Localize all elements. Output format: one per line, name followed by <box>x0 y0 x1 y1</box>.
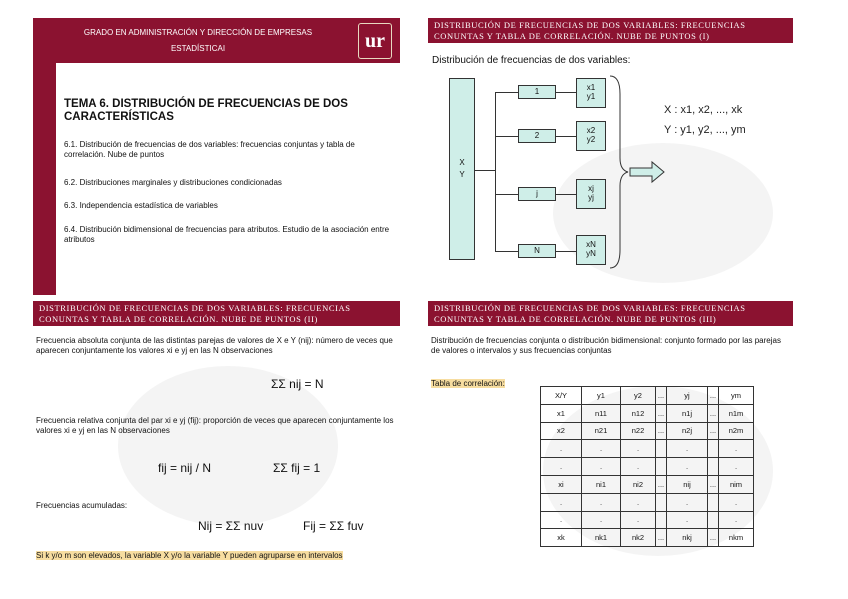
table-cell: . <box>582 458 621 476</box>
x-value: xN <box>586 240 596 249</box>
slide-title <box>33 18 400 295</box>
table-row <box>541 440 754 458</box>
topic-item: 6.1. Distribución de frecuencias de dos variables: frecuencias conjuntas y tabla de correlación. Nube de puntos <box>64 140 355 159</box>
table-cell <box>708 511 719 529</box>
table-cell <box>708 440 719 458</box>
title-band <box>33 18 400 63</box>
slide-subtitle: Distribución de frecuencias de dos variables: <box>432 55 631 66</box>
y-value: y2 <box>586 135 596 144</box>
table-cell: . <box>541 440 582 458</box>
xy-box: X Y <box>449 78 475 260</box>
table-cell: n12 <box>621 404 656 422</box>
connector-line <box>475 170 495 171</box>
relative-frequency-formula: fij = nij / N <box>158 461 212 475</box>
table-cell: ni1 <box>582 475 621 493</box>
logo-text: ur <box>365 30 385 52</box>
connector-line <box>495 92 518 93</box>
sum-absolute-formula: ΣΣ nij = N <box>271 377 324 391</box>
table-cell: ... <box>708 422 719 440</box>
value-box <box>576 235 606 265</box>
table-cell: . <box>719 493 754 511</box>
y-value: yj <box>588 193 594 202</box>
table-cell: nk2 <box>621 529 656 547</box>
table-cell <box>656 493 667 511</box>
table-cell: n2j <box>667 422 708 440</box>
table-cell <box>708 493 719 511</box>
connector-line <box>556 136 576 137</box>
table-cell: . <box>667 493 708 511</box>
table-cell: n2m <box>719 422 754 440</box>
relative-frequency-text: Frecuencia relativa conjunta del par xi e yj (fij): proporción de veces que aparecen conjuntamente los valores xi e yj en las N observaciones <box>36 416 394 435</box>
table-cell <box>656 440 667 458</box>
table-header-row <box>541 387 754 405</box>
table-cell: . <box>621 458 656 476</box>
topic-item: 6.3. Independencia estadística de variables <box>64 201 218 210</box>
table-cell <box>708 458 719 476</box>
table-cell: . <box>621 493 656 511</box>
index-box: j <box>518 187 556 201</box>
table-cell: . <box>667 440 708 458</box>
y-sequence: Y : y1, y2, ..., ym <box>664 124 746 136</box>
table-cell: n11 <box>582 404 621 422</box>
connector-line <box>495 136 518 137</box>
x-value: x1 <box>586 83 596 92</box>
side-band <box>33 63 56 295</box>
table-cell: ... <box>656 387 667 405</box>
table-cell: . <box>541 458 582 476</box>
value-box <box>576 179 606 209</box>
table-cell: . <box>621 511 656 529</box>
topic-item: 6.4. Distribución bidimensional de frecuencias para atributos. Estudio de la asociación entre atributos <box>64 225 390 244</box>
table-cell: nim <box>719 475 754 493</box>
table-cell: . <box>621 440 656 458</box>
table-cell: xi <box>541 475 582 493</box>
table-cell: nkj <box>667 529 708 547</box>
topic-item: 6.2. Distribuciones marginales y distribuciones condicionadas <box>64 178 282 187</box>
table-cell: ni2 <box>621 475 656 493</box>
table-cell: y1 <box>582 387 621 405</box>
correlation-table <box>540 386 754 547</box>
table-cell: ym <box>719 387 754 405</box>
degree-name: GRADO EN ADMINISTRACIÓN Y DIRECCIÓN DE EMPRESAS <box>83 28 313 37</box>
bivariate-definition: Distribución de frecuencias conjunta o distribución bidimensional: conjunto formado por las parejas de valores o intervalos y sus frecuencias conjuntas <box>431 336 781 355</box>
table-cell: nkm <box>719 529 754 547</box>
connector-line <box>556 92 576 93</box>
table-cell: . <box>541 511 582 529</box>
x-value: x2 <box>586 126 596 135</box>
table-row <box>541 529 754 547</box>
table-cell: . <box>582 493 621 511</box>
table-cell: . <box>541 493 582 511</box>
index-box: 2 <box>518 129 556 143</box>
table-cell: ... <box>656 422 667 440</box>
x-value: xj <box>588 184 594 193</box>
table-cell: x2 <box>541 422 582 440</box>
table-row <box>541 422 754 440</box>
table-row <box>541 493 754 511</box>
table-cell: ... <box>656 475 667 493</box>
table-cell: ... <box>708 404 719 422</box>
course-name: ESTADÍSTICAI <box>170 44 226 53</box>
table-cell: . <box>667 458 708 476</box>
value-box <box>576 78 606 108</box>
table-row <box>541 475 754 493</box>
table-cell: yj <box>667 387 708 405</box>
table-cell: ... <box>708 529 719 547</box>
table-cell: ... <box>708 475 719 493</box>
table-cell: n21 <box>582 422 621 440</box>
table-cell: n1j <box>667 404 708 422</box>
slide-header: DISTRIBUCIÓN DE FRECUENCIAS DE DOS VARIABLES: FRECUENCIAS CONUNTAS Y TABLA DE CORRELACIÓN. NUBE DE PUNTOS (I) <box>428 18 793 43</box>
university-logo <box>358 23 392 59</box>
table-cell: . <box>719 440 754 458</box>
table-label <box>431 379 505 389</box>
table-cell <box>656 511 667 529</box>
index-box: 1 <box>518 85 556 99</box>
slide-header: DISTRIBUCIÓN DE FRECUENCIAS DE DOS VARIABLES: FRECUENCIAS CONUNTAS Y TABLA DE CORRELACIÓN. NUBE DE PUNTOS (II) <box>33 301 400 326</box>
table-cell: . <box>719 458 754 476</box>
table-row <box>541 511 754 529</box>
y-value: yN <box>586 249 596 258</box>
table-row <box>541 458 754 476</box>
connector-line <box>556 194 576 195</box>
table-cell: n22 <box>621 422 656 440</box>
table-cell: nij <box>667 475 708 493</box>
table-cell: ... <box>656 404 667 422</box>
table-cell: xk <box>541 529 582 547</box>
table-cell: . <box>582 440 621 458</box>
connector-line <box>495 92 496 251</box>
slide-frequencies <box>33 301 400 578</box>
table-cell: x1 <box>541 404 582 422</box>
table-cell <box>656 458 667 476</box>
topic-title: TEMA 6. DISTRIBUCIÓN DE FRECUENCIAS DE DOS CARACTERÍSTICAS <box>64 98 348 123</box>
table-cell: . <box>719 511 754 529</box>
slide-diagram <box>428 18 793 295</box>
slide-correlation-table <box>428 301 793 578</box>
table-cell: y2 <box>621 387 656 405</box>
value-box <box>576 121 606 151</box>
y-value: y1 <box>586 92 596 101</box>
cumulative-relative-formula: Fij = ΣΣ fuv <box>303 519 364 533</box>
brace-arrow-icon <box>608 74 668 270</box>
cumulative-absolute-formula: Nij = ΣΣ nuv <box>198 519 264 533</box>
table-row <box>541 404 754 422</box>
x-sequence: X : x1, x2, ..., xk <box>664 104 743 116</box>
connector-line <box>556 251 576 252</box>
table-cell: . <box>582 511 621 529</box>
cumulative-label: Frecuencias acumuladas: <box>36 501 128 510</box>
index-box: N <box>518 244 556 258</box>
connector-line <box>495 194 518 195</box>
table-cell: nk1 <box>582 529 621 547</box>
grouping-note-text: Si k y/o m son elevados, la variable X y/o la variable Y pueden agruparse en intervalos <box>36 551 343 560</box>
slide-header: DISTRIBUCIÓN DE FRECUENCIAS DE DOS VARIABLES: FRECUENCIAS CONUNTAS Y TABLA DE CORRELACIÓN. NUBE DE PUNTOS (III) <box>428 301 793 326</box>
sum-relative-formula: ΣΣ fij = 1 <box>273 461 321 475</box>
table-label-text: Tabla de correlación: <box>431 379 505 388</box>
table-cell: . <box>667 511 708 529</box>
grouping-note <box>36 551 396 561</box>
table-cell: ... <box>656 529 667 547</box>
connector-line <box>495 251 518 252</box>
table-cell: ... <box>708 387 719 405</box>
table-cell: n1m <box>719 404 754 422</box>
table-cell: X/Y <box>541 387 582 405</box>
absolute-frequency-text: Frecuencia absoluta conjunta de las distintas parejas de valores de X e Y (nij): número de veces que aparecen conjuntamente los valores xi e yj en las N observaciones <box>36 336 393 355</box>
